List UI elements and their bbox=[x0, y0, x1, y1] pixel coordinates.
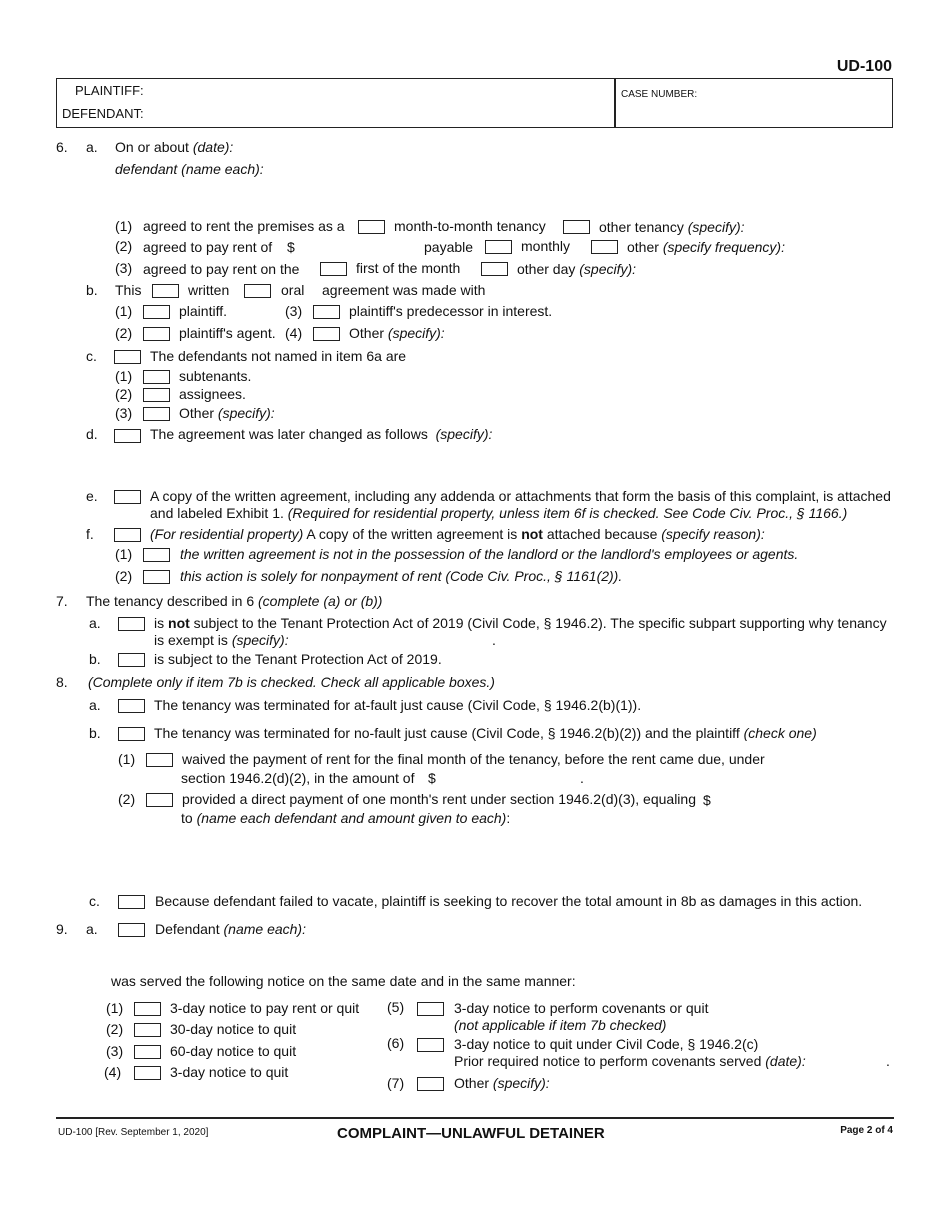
item-8a-checkbox[interactable] bbox=[118, 699, 145, 713]
other-agreement-checkbox[interactable] bbox=[313, 327, 340, 341]
plaintiff-label: PLAINTIFF: bbox=[75, 83, 144, 98]
waived-rent-dollar: $ bbox=[428, 770, 436, 786]
assignees-checkbox[interactable] bbox=[143, 388, 170, 402]
rent-dollar-sign: $ bbox=[287, 239, 295, 255]
plaintiff-agent-label: plaintiff's agent. bbox=[179, 325, 276, 341]
plaintiff-agent-checkbox[interactable] bbox=[143, 327, 170, 341]
item-9-number: 9. bbox=[56, 921, 68, 937]
first-of-month-label: first of the month bbox=[356, 260, 461, 276]
item-8-hint: (Complete only if item 7b is checked. Check all applicable boxes.) bbox=[88, 674, 495, 690]
item-6c-text: The defendants not named in item 6a are bbox=[150, 348, 407, 364]
notice-3-checkbox[interactable] bbox=[134, 1045, 161, 1059]
item-6c1-num: (1) bbox=[115, 368, 133, 384]
item-6f-text: (For residential property) A copy of the written agreement is not attached because (specify reason): bbox=[150, 526, 765, 542]
item-7-number: 7. bbox=[56, 593, 68, 609]
notice-4-label: 3-day notice to quit bbox=[170, 1064, 289, 1080]
footer-revision: UD-100 [Rev. September 1, 2020] bbox=[58, 1127, 209, 1138]
item-6b-letter: b. bbox=[86, 282, 98, 298]
plaintiff-checkbox[interactable] bbox=[143, 305, 170, 319]
item-8a-letter: a. bbox=[89, 697, 101, 713]
item-6d-checkbox[interactable] bbox=[114, 429, 141, 443]
notice-5-num: (5) bbox=[387, 999, 405, 1015]
item-9-served-text: was served the following notice on the same date and in the same manner: bbox=[111, 973, 576, 989]
other-tenancy-checkbox[interactable] bbox=[563, 220, 590, 234]
item-6f-letter: f. bbox=[86, 526, 94, 542]
notice-7-label: Other (specify): bbox=[454, 1075, 550, 1091]
caption-divider bbox=[614, 78, 616, 128]
notice-6-checkbox[interactable] bbox=[417, 1038, 444, 1052]
footer-title: COMPLAINT—UNLAWFUL DETAINER bbox=[337, 1125, 605, 1142]
direct-payment-dollar: $ bbox=[703, 792, 711, 808]
notice-2-num: (2) bbox=[106, 1021, 124, 1037]
waived-rent-line1: waived the payment of rent for the final month of the tenancy, before the rent came due, under bbox=[182, 751, 765, 767]
item-9a-letter: a. bbox=[86, 921, 98, 937]
item-7a-dot: . bbox=[492, 632, 496, 648]
notice-1-checkbox[interactable] bbox=[134, 1002, 161, 1016]
item-6c3-num: (3) bbox=[115, 405, 133, 421]
item-6d-letter: d. bbox=[86, 426, 98, 442]
item-8-number: 8. bbox=[56, 674, 68, 690]
notice-7-checkbox[interactable] bbox=[417, 1077, 444, 1091]
form-code: UD-100 bbox=[836, 58, 892, 75]
assignees-label: assignees. bbox=[179, 386, 246, 402]
other-tenancy-label: other tenancy (specify): bbox=[599, 219, 745, 235]
notice-1-label: 3-day notice to pay rent or quit bbox=[170, 1000, 360, 1016]
item-6b-rest: agreement was made with bbox=[322, 282, 486, 298]
item-6a-letter: a. bbox=[86, 139, 98, 155]
item-7b-letter: b. bbox=[89, 651, 101, 667]
item-9a-text: Defendant (name each): bbox=[155, 921, 306, 937]
item-8b2-num: (2) bbox=[118, 791, 136, 807]
item-6c-checkbox[interactable] bbox=[114, 350, 141, 364]
notice-6-label: 3-day notice to quit under Civil Code, § 1946.2(c) bbox=[454, 1036, 759, 1052]
item-6a2-text: agreed to pay rent of bbox=[143, 239, 273, 255]
item-7a-line2: is exempt is (specify): bbox=[154, 632, 289, 648]
notice-1-num: (1) bbox=[106, 1000, 124, 1016]
item-6a1-text: agreed to rent the premises as a bbox=[143, 218, 345, 234]
waived-rent-checkbox[interactable] bbox=[146, 753, 173, 767]
plaintiff-option-label: plaintiff. bbox=[179, 303, 227, 319]
item-6e-letter: e. bbox=[86, 488, 98, 504]
item-6b3-num: (3) bbox=[285, 303, 303, 319]
item-6c2-num: (2) bbox=[115, 386, 133, 402]
notice-5-checkbox[interactable] bbox=[417, 1002, 444, 1016]
item-6-number: 6. bbox=[56, 139, 68, 155]
first-of-month-checkbox[interactable] bbox=[320, 262, 347, 276]
item-8c-letter: c. bbox=[89, 893, 100, 909]
notice-6-num: (6) bbox=[387, 1035, 405, 1051]
item-8b-checkbox[interactable] bbox=[118, 727, 145, 741]
oral-label: oral bbox=[281, 282, 305, 298]
item-8b1-num: (1) bbox=[118, 751, 136, 767]
written-checkbox[interactable] bbox=[152, 284, 179, 298]
item-9a-checkbox[interactable] bbox=[118, 923, 145, 937]
item-6a2-num: (2) bbox=[115, 238, 133, 254]
not-in-possession-checkbox[interactable] bbox=[143, 548, 170, 562]
other-day-label: other day (specify): bbox=[517, 261, 637, 277]
payable-label: payable bbox=[424, 239, 474, 255]
month-to-month-checkbox[interactable] bbox=[358, 220, 385, 234]
item-8b-letter: b. bbox=[89, 725, 101, 741]
notice-3-label: 60-day notice to quit bbox=[170, 1043, 297, 1059]
notice-3-num: (3) bbox=[106, 1043, 124, 1059]
waived-rent-line2: section 1946.2(d)(2), in the amount of bbox=[181, 770, 415, 786]
item-6c-letter: c. bbox=[86, 348, 97, 364]
item-6f1-num: (1) bbox=[115, 546, 133, 562]
subtenants-label: subtenants. bbox=[179, 368, 252, 384]
case-number-label: CASE NUMBER: bbox=[621, 89, 698, 100]
notice-5-hint: (not applicable if item 7b checked) bbox=[454, 1017, 667, 1033]
footer-page: Page 2 of 4 bbox=[840, 1125, 893, 1136]
not-in-possession-label: the written agreement is not in the possession of the landlord or the landlord's employees or agents. bbox=[180, 546, 799, 562]
other-defendants-label: Other (specify): bbox=[179, 405, 275, 421]
item-7b-text: is subject to the Tenant Protection Act of 2019. bbox=[154, 651, 442, 667]
notice-2-checkbox[interactable] bbox=[134, 1023, 161, 1037]
other-day-checkbox[interactable] bbox=[481, 262, 508, 276]
direct-payment-line1: provided a direct payment of one month's rent under section 1946.2(d)(3), equaling bbox=[182, 791, 696, 807]
item-6a-text: On or about (date): bbox=[115, 139, 234, 155]
item-6e-line2: and labeled Exhibit 1. (Required for residential property, unless item 6f is checked. See Code Civ. Proc., § 1166.) bbox=[150, 505, 848, 521]
item-6a3-num: (3) bbox=[115, 260, 133, 276]
other-agreement-label: Other (specify): bbox=[349, 325, 445, 341]
item-8a-text: The tenancy was terminated for at-fault just cause (Civil Code, § 1946.2(b)(1)). bbox=[154, 697, 642, 713]
notice-4-checkbox[interactable] bbox=[134, 1066, 161, 1080]
notice-4-num: (4) bbox=[104, 1064, 122, 1080]
item-6e-line1: A copy of the written agreement, including any addenda or attachments that form the basis of this complaint, is attached bbox=[150, 488, 891, 504]
item-8c-text: Because defendant failed to vacate, plaintiff is seeking to recover the total amount in 8b as damages in this action. bbox=[155, 893, 863, 909]
month-to-month-label: month-to-month tenancy bbox=[394, 218, 546, 234]
item-7a-checkbox[interactable] bbox=[118, 617, 145, 631]
other-frequency-label: other (specify frequency): bbox=[627, 239, 785, 255]
footer-rule bbox=[56, 1117, 894, 1119]
item-6a-defendant-hint: defendant (name each): bbox=[115, 161, 264, 177]
item-7a-letter: a. bbox=[89, 615, 101, 631]
other-defendants-checkbox[interactable] bbox=[143, 407, 170, 421]
nonpayment-label: this action is solely for nonpayment of rent (Code Civ. Proc., § 1161(2)). bbox=[180, 568, 623, 584]
notice-7-num: (7) bbox=[387, 1075, 405, 1091]
notice-2-label: 30-day notice to quit bbox=[170, 1021, 297, 1037]
predecessor-label: plaintiff's predecessor in interest. bbox=[349, 303, 553, 319]
item-8b-text: The tenancy was terminated for no-fault just cause (Civil Code, § 1946.2(b)(2)) and the plaintiff (check one) bbox=[154, 725, 817, 741]
item-6a1-num: (1) bbox=[115, 218, 133, 234]
item-6b2-num: (2) bbox=[115, 325, 133, 341]
item-6b1-num: (1) bbox=[115, 303, 133, 319]
defendant-label: DEFENDANT: bbox=[62, 106, 144, 121]
item-7-text: The tenancy described in 6 (complete (a) or (b)) bbox=[86, 593, 383, 609]
written-label: written bbox=[188, 282, 230, 298]
item-7b-checkbox[interactable] bbox=[118, 653, 145, 667]
item-6d-text: The agreement was later changed as follows (specify): bbox=[150, 426, 493, 442]
monthly-label: monthly bbox=[521, 238, 571, 254]
subtenants-checkbox[interactable] bbox=[143, 370, 170, 384]
waived-rent-dot: . bbox=[580, 770, 584, 786]
item-6b-this: This bbox=[115, 282, 142, 298]
item-7a-text: is not subject to the Tenant Protection Act of 2019 (Civil Code, § 1946.2). The specific subpart supporting why tenancy bbox=[154, 615, 887, 631]
notice-6-line2: Prior required notice to perform covenants served (date): bbox=[454, 1053, 806, 1069]
item-6b4-num: (4) bbox=[285, 325, 303, 341]
direct-payment-line2: to (name each defendant and amount given to each): bbox=[181, 810, 511, 826]
caption-box bbox=[56, 78, 893, 128]
item-8c-checkbox[interactable] bbox=[118, 895, 145, 909]
item-6f2-num: (2) bbox=[115, 568, 133, 584]
item-6f-checkbox[interactable] bbox=[114, 528, 141, 542]
predecessor-checkbox[interactable] bbox=[313, 305, 340, 319]
other-frequency-checkbox[interactable] bbox=[591, 240, 618, 254]
oral-checkbox[interactable] bbox=[244, 284, 271, 298]
notice-5-label: 3-day notice to perform covenants or quit bbox=[454, 1000, 709, 1016]
notice-6-dot: . bbox=[886, 1053, 890, 1069]
monthly-checkbox[interactable] bbox=[485, 240, 512, 254]
item-6e-checkbox[interactable] bbox=[114, 490, 141, 504]
nonpayment-checkbox[interactable] bbox=[143, 570, 170, 584]
direct-payment-checkbox[interactable] bbox=[146, 793, 173, 807]
item-6a3-text: agreed to pay rent on the bbox=[143, 261, 300, 277]
